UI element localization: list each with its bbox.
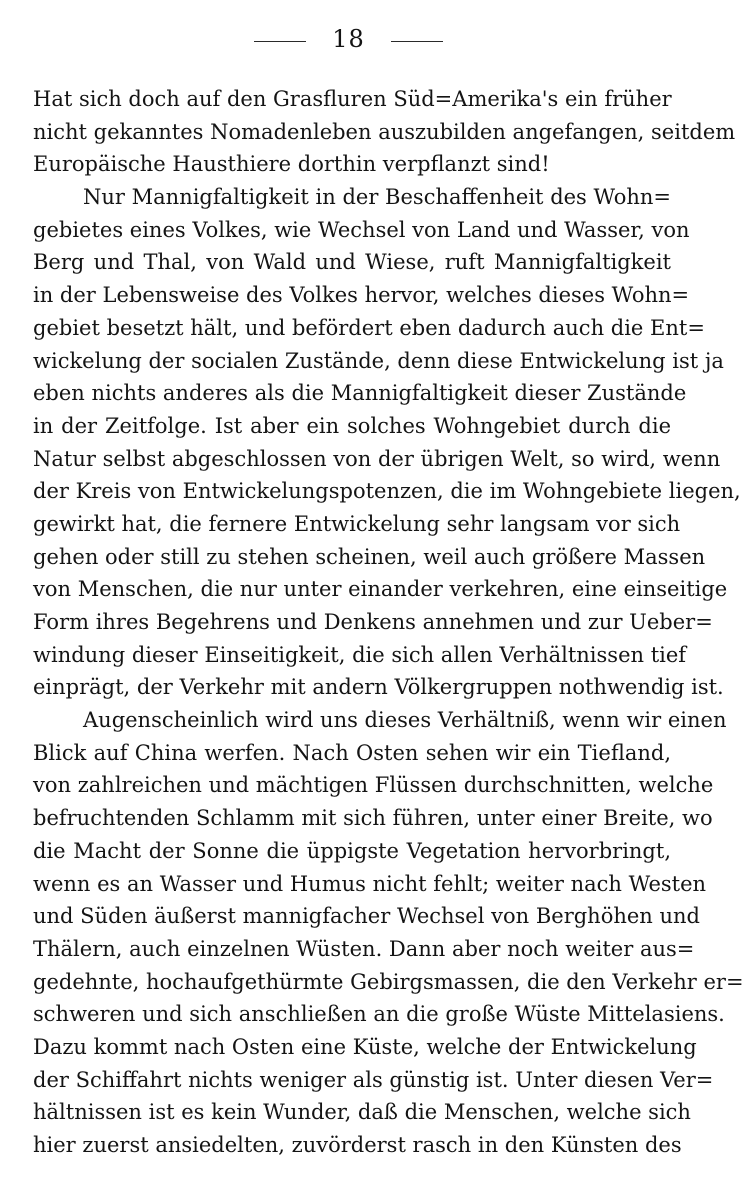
text-line: eben nichts anderes als die Mannigfaltigkeit dieser Zustände bbox=[33, 381, 687, 406]
text-line: hier zuerst ansiedelten, zuvörderst rasch in den Künsten des bbox=[33, 1133, 682, 1157]
text-line: die Macht der Sonne die üppigste Vegetation hervorbringt, bbox=[33, 838, 671, 863]
text-line: windung dieser Einseitigkeit, die sich allen Verhältnissen tief bbox=[33, 642, 687, 667]
text-line: gehen oder still zu stehen scheinen, weil auch größere Massen bbox=[33, 544, 706, 569]
paragraph bbox=[33, 704, 744, 1162]
text-line: gewirkt hat, die fernere Entwickelung sehr langsam vor sich bbox=[33, 511, 681, 536]
text-line: gebiet besetzt hält, und befördert eben dadurch auch die Ent= bbox=[33, 315, 705, 340]
text-line: Natur selbst abgeschlossen von der übrigen Welt, so wird, wenn bbox=[33, 446, 721, 471]
page-number: 18 bbox=[332, 25, 365, 53]
text-line: befruchtenden Schlamm mit sich führen, unter einer Breite, wo bbox=[33, 806, 713, 831]
text-line: einprägt, der Verkehr mit andern Völkergruppen nothwendig ist. bbox=[33, 675, 724, 700]
text-line: nicht gekanntes Nomadenleben auszubilden angefangen, seitdem bbox=[33, 119, 736, 144]
text-line: gedehnte, hochaufgethürmte Gebirgsmassen, die den Verkehr er= bbox=[33, 969, 744, 994]
header-rule-right bbox=[391, 41, 443, 42]
page-header bbox=[0, 22, 697, 56]
text-line: Form ihres Begehrens und Denkens annehmen und zur Ueber= bbox=[33, 610, 713, 634]
text-line: Hat sich doch auf den Grasfluren Süd=Amerika's ein früher bbox=[33, 87, 672, 111]
text-line: Berg und Thal, von Wald und Wiese, ruft Mannigfaltigkeit bbox=[33, 250, 671, 275]
text-line: Augenscheinlich wird uns dieses Verhältniß, wenn wir einen bbox=[83, 708, 727, 733]
text-line: von zahlreichen und mächtigen Flüssen durchschnitten, welche bbox=[33, 773, 714, 798]
text-line: der Kreis von Entwickelungspotenzen, die im Wohngebiete liegen, bbox=[33, 479, 741, 504]
text-line: von Menschen, die nur unter einander verkehren, eine einseitige bbox=[33, 577, 728, 602]
text-line: in der Zeitfolge. Ist aber ein solches Wohngebiet durch die bbox=[33, 413, 671, 438]
text-line: der Schiffahrt nichts weniger als günstig ist. Unter diesen Ver= bbox=[33, 1067, 714, 1092]
text-line: Thälern, auch einzelnen Wüsten. Dann aber noch weiter aus= bbox=[33, 936, 695, 961]
text-line: Dazu kommt nach Osten eine Küste, welche der Entwickelung bbox=[33, 1034, 697, 1059]
body-text bbox=[33, 83, 744, 1162]
text-line: und Süden äußerst mannigfacher Wechsel von Berghöhen und bbox=[33, 904, 700, 929]
paragraph bbox=[33, 83, 736, 181]
text-line: schweren und sich anschließen an die große Wüste Mittelasiens. bbox=[33, 1002, 725, 1027]
text-line: Europäische Hausthiere dorthin verpflanzt sind! bbox=[33, 152, 550, 177]
text-line: hältnissen ist es kein Wunder, daß die Menschen, welche sich bbox=[33, 1100, 691, 1125]
header-rule-left bbox=[254, 41, 306, 42]
text-line: wickelung der socialen Zustände, denn diese Entwickelung ist ja bbox=[33, 348, 724, 373]
paragraph bbox=[33, 181, 741, 704]
text-line: in der Lebensweise des Volkes hervor, welches dieses Wohn= bbox=[33, 283, 690, 308]
text-line: gebietes eines Volkes, wie Wechsel von Land und Wasser, von bbox=[33, 217, 690, 242]
text-line: wenn es an Wasser und Humus nicht fehlt; weiter nach Westen bbox=[33, 871, 707, 896]
text-line: Nur Mannigfaltigkeit in der Beschaffenheit des Wohn= bbox=[83, 185, 671, 210]
text-line: Blick auf China werfen. Nach Osten sehen wir ein Tiefland, bbox=[33, 740, 671, 765]
